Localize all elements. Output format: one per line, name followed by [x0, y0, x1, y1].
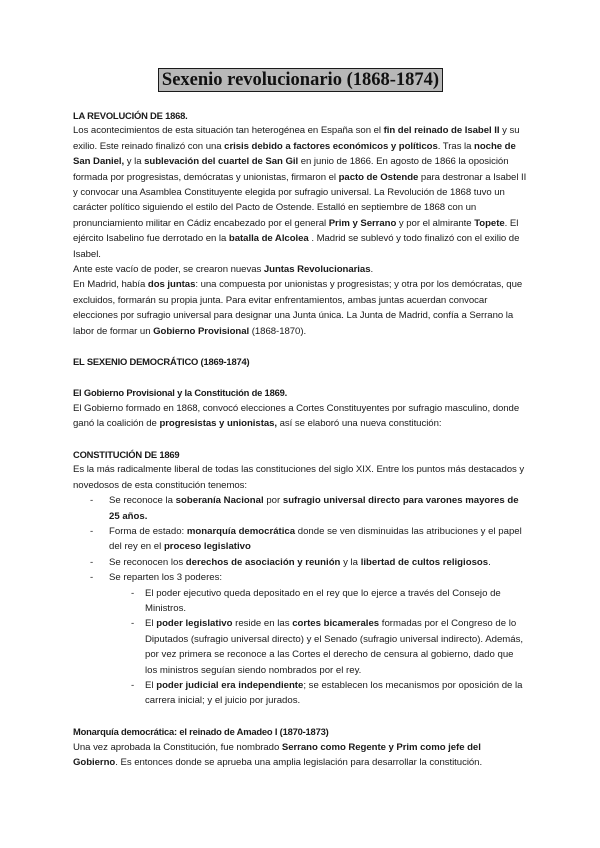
bullet-dash: - — [131, 679, 135, 691]
powers-sublist — [109, 586, 528, 709]
paragraph-revolucion: Los acontecimientos de esta situación tan heterogénea en España son el fin del reinado de Isabel II y su exilio. Este reinado finalizó con una crisis debido a factores económicos y políticos. Tras la noche de San Daniel, y la sublevación del cuartel de San Gil en junio de 1866. En agosto de 1866 la oposición formada por progresistas, demócratas y unionistas, firmaron el pacto de Ostende para destronar a Isabel II y convocar una Asamblea Constituyente elegida por sufragio universal. La Revolución de 1868 tuvo un carácter político siguiendo el estilo del Pacto de Ostende. Estalló en septiembre de 1868 con un pronunciamiento militar en Cádiz encabezado por el general Prim y Serrano y por el almirante Topete. El ejército Isabelino fue derrotado en la batalla de Alcolea . Madrid se sublevó y todo finalizó con el exilio de Isabel. — [73, 125, 527, 260]
bullet-dash: - — [90, 525, 94, 537]
heading-sexenio-democratico: EL SEXENIO DEMOCRÁTICO (1869-1874) — [73, 356, 250, 368]
heading-constitucion-1869: CONSTITUCIÓN DE 1869 — [73, 448, 180, 460]
document-title: Sexenio revolucionario (1868-1874) — [158, 68, 443, 92]
document-page — [73, 68, 528, 770]
list-item: - Se reconocen los derechos de asociación y reunión y la libertad de cultos religiosos. — [73, 555, 528, 570]
heading-revolucion-1868: LA REVOLUCIÓN DE 1868. — [73, 110, 188, 121]
paragraph-constitucion-intro: Es la más radicalmente liberal de todas las constituciones del siglo XIX. Entre los puntos más destacados y novedosos de esta constitución tenemos: — [73, 464, 525, 491]
list-item: - Forma de estado: monarquía democrática donde se ven disminuidas las atribuciones y el papel del rey en el proceso legislativo — [90, 525, 522, 553]
paragraph-juntas: Ante este vacío de poder, se crearon nuevas Juntas Revolucionarias. — [73, 264, 374, 276]
paragraph-madrid: En Madrid, había dos juntas: una compuesta por unionistas y progresistas; y otra por los demócratas, que excluidos, formarán su propia junta. Para evitar enfrentamientos, ambas juntas acuerdan convocar elecciones por sufragio universal para designar una Junta única. La Junta de Madrid, confía a Serrano la labor de formar un Gobierno Provisional (1868-1870). — [73, 279, 523, 337]
sublist-item: - El poder judicial era independiente; se establecen los mecanismos por oposición de la carrera inicial; y el juicio por jurados. — [131, 679, 523, 707]
sublist-item: - El poder ejecutivo queda depositado en el rey que lo ejerce a través del Consejo de Ministros. — [131, 587, 501, 614]
title-block — [73, 68, 528, 92]
paragraph-gobierno: El Gobierno formado en 1868, convocó elecciones a Cortes Constituyentes por sufragio masculino, donde ganó la coalición de progresistas y unionistas, así se elaboró una nueva constitución: — [73, 402, 520, 430]
bullet-dash: - — [90, 495, 94, 507]
bullet-dash: - — [90, 572, 94, 584]
sublist-item: - El poder legislativo reside en las cortes bicamerales formadas por el Congreso de lo Diputados (sufragio universal directo) y el Senado (sufragio universal indirecto). Además, por vez primera se reconoce a las Cortes el derecho de censura al gobierno, dado que los ministros seguían siendo nombrados por el rey. — [131, 618, 524, 676]
heading-gobierno-provisional: El Gobierno Provisional y la Constitución de 1869. — [73, 387, 288, 399]
bullet-dash: - — [131, 587, 135, 599]
list-item: - Se reconoce la soberanía Nacional por sufragio universal directo para varones mayores de 25 años. — [90, 495, 519, 522]
paragraph-amadeo: Una vez aprobada la Constitución, fue nombrado Serrano como Regente y Prim como jefe del Gobierno. Es entonces donde se aprueba una amplia legislación para desarrollar la constitución. — [73, 741, 483, 768]
list-item: - Se reparten los 3 poderes: - El poder ejecutivo queda depositado en el rey que lo ejerce a través del Consejo de Ministros. - El poder legislativo reside en las cortes bicamerales formadas por el Congreso de lo Diputados (sufragio universal directo) y el Senado (sufragio universal indirecto). Además, por vez primera se reconoce a las Cortes el derecho de censura al gobierno, dado que los ministros seguían siendo nombrados por el rey. - El poder judicial era independiente; se establecen los mecanismos por oposición de la carrera inicial; y el juicio por jurados. — [73, 570, 528, 709]
bullet-dash: - — [90, 556, 94, 568]
bullet-dash: - — [131, 618, 135, 630]
heading-amadeo-i: Monarquía democrática: el reinado de Amadeo I (1870-1873) — [73, 726, 329, 738]
constitution-points-list — [73, 493, 528, 709]
